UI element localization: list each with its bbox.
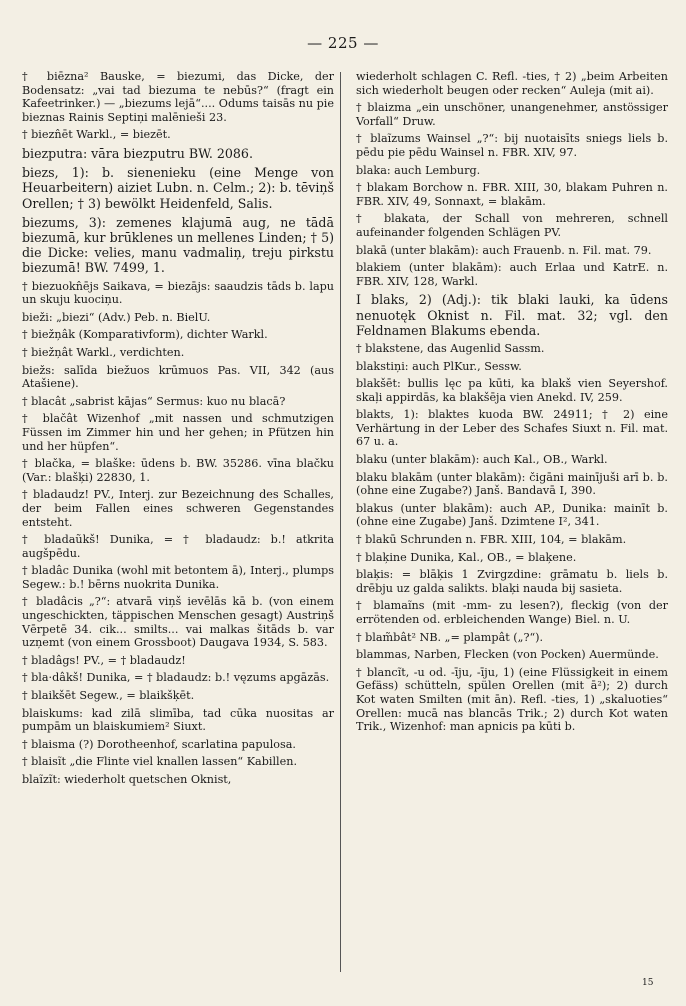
- dictionary-entry: [22, 533, 334, 560]
- dictionary-entry: [356, 212, 668, 239]
- entry-text: blammas, Narben, Flecken (von Pocken) Auermünde.: [356, 648, 659, 662]
- dictionary-entry: [22, 328, 334, 342]
- entry-text: blaka: auch Lemburg.: [356, 163, 481, 177]
- entry-text: I blaks, 2) (Adj.): tik blaki lauki, ka ūdens nenuotęk Oknist n. Fil. mat. 32; vgl. den Feldnamen Blakums ebenda.: [356, 292, 668, 338]
- entry-text: † biēzna² Bauske, = biezumi, das Dicke, der Bodensatz: „vai tad biezuma te nebūs?“ (fragt ein Kafeetrinker.) — „biezums lejā“.... Odums taisās nu pie bieznas Rainis Septiņi malēnieši 23.: [22, 70, 334, 124]
- dictionary-entry: [356, 631, 668, 645]
- entry-text: † blamaĩns (mit -mm- zu lesen?), fleckig (von der errötenden od. erbleichenden Wange) Biel. n. U.: [356, 599, 668, 627]
- dictionary-entry: [22, 564, 334, 591]
- signature-mark: 15: [642, 978, 654, 988]
- entry-text: † blaizma „ein unschöner, unangenehmer, anstössiger Vorfall“ Druw.: [356, 101, 668, 128]
- dictionary-entry: [22, 738, 334, 752]
- dictionary-entry: [22, 755, 334, 769]
- entry-text: blakiem (unter blakām): auch Erlaa und KatrE. n. FBR. XIV, 128, Warkl.: [356, 261, 668, 288]
- dictionary-entry: [356, 533, 668, 547]
- entry-text: blaiskums: kad zilā slimība, tad cūka nuositas ar pumpām un blaiskumiem² Siuxt.: [22, 706, 334, 734]
- entry-text: biezums, 3): zemenes klajumā aug, ne tādā biezumā, kur brūklenes un mellenes Linden; † 5) die Dicke: velies, manu vadmaliņ, treju pirkstu biezumā! BW. 7499, 1.: [22, 214, 334, 276]
- entry-text: blaku blakām (unter blakām): čigāni mainījuši arī b. b. (ohne eine Zugabe?) Janš. Bandavā I, 390.: [356, 470, 668, 498]
- entry-text: † blaķine Dunika, Kal., OB., = blaķene.: [356, 550, 577, 564]
- dictionary-entry: [356, 599, 668, 626]
- dictionary-entry: [356, 360, 668, 374]
- dictionary-entry: [22, 346, 334, 360]
- dictionary-entry: [22, 70, 334, 124]
- entry-text: † blakstene, das Augenlid Sassm.: [356, 341, 545, 355]
- dictionary-entry: [22, 146, 334, 161]
- entry-text: † blačka, = blaške: ūdens b. BW. 35286. vīna blačku (Var.: blašķi) 22830, 1.: [22, 457, 334, 484]
- dictionary-entry: [22, 364, 334, 391]
- entry-text: † bladâcis „?“: atvarā viņš ievēlās kā b. (von einem ungeschickten, täppischen Menschen gesagt) Austriņš Vērpetē 34. cik... smilts... vai malkas šitāds b. var uzņemt (von einem Grossboot) Daugava 1934, S. 583.: [22, 595, 334, 650]
- dictionary-entry: [22, 128, 334, 142]
- dictionary-entry: [356, 342, 668, 356]
- dictionary-entry: [22, 311, 334, 325]
- entry-text: † biežņâk (Komparativform), dichter Warkl.: [22, 328, 268, 342]
- dictionary-entry: [22, 215, 334, 276]
- entry-text: † blakam Borchow n. FBR. XIII, 30, blakam Puhren n. FBR. XIV, 49, Sonnaxt, = blakām.: [356, 181, 668, 208]
- dictionary-entry: [22, 595, 334, 649]
- dictionary-entry: [22, 457, 334, 484]
- dictionary-entry: [356, 244, 668, 258]
- entry-text: † blačât Wizenhof „mit nassen und schmutzigen Füssen im Zimmer hin und her gehen; in Pfützen hin und her hüpfen“.: [22, 412, 334, 453]
- dictionary-entry: [22, 654, 334, 668]
- dictionary-entry: [356, 292, 668, 338]
- entry-text: † bladâc Dunika (wohl mit betontem ā), Interj., plumps Segew.: b.! bērns nuokrita Dunika.: [22, 564, 334, 591]
- dictionary-entry: [356, 568, 668, 595]
- entry-text: † blancĩt, -u od. -īju, -īju, 1) (eine Flüssigkeit in einem Gefäss) schütteln, spülen Orellen (mit ā²); 2) durch Kot waten Smilten (mit ān). Refl. -ties, 1) „skaluoties“ Orellen: mucā nas blancās Trik.; 2) durch Kot waten Trik., Wizenhof: man apnicis pa kūti b.: [356, 665, 668, 734]
- dictionary-entry: [22, 412, 334, 453]
- entry-text: wiederholt schlagen C. Refl. -ties, † 2) „beim Arbeiten sich wiederholt beugen oder recken“ Auleja (mit ai).: [356, 70, 668, 97]
- entry-text: blaku (unter blakām): auch Kal., OB., Warkl.: [356, 453, 608, 467]
- dictionary-entry: [356, 70, 668, 97]
- dictionary-entry: [356, 164, 668, 178]
- dictionary-entry: [356, 377, 668, 404]
- left-column: [22, 70, 334, 791]
- dictionary-entry: [22, 707, 334, 734]
- dictionary-entry: [22, 280, 334, 307]
- dictionary-entry: [356, 181, 668, 208]
- entry-text: † blakū Schrunden n. FBR. XIII, 104, = blakām.: [356, 533, 627, 547]
- page-number: — 225 —: [307, 34, 379, 52]
- column-divider: [340, 72, 341, 972]
- dictionary-entry: [356, 408, 668, 449]
- entry-text: † bla·dâkš! Dunika, = † bladaudz: b.! vęzums apgāzās.: [22, 671, 330, 685]
- entry-text: blakus (unter blakām): auch AP., Dunika: mainīt b. (ohne eine Zugabe) Janš. Dzimtene I², 341.: [356, 501, 668, 529]
- dictionary-entry: [22, 773, 334, 787]
- dictionary-entry: [22, 488, 334, 529]
- entry-text: † bladaũkš! Dunika, = † bladaudz: b.! atkrita augšpēdu.: [22, 533, 334, 560]
- dictionary-entry: [356, 666, 668, 734]
- right-column: [356, 70, 668, 738]
- dictionary-entry: [356, 261, 668, 288]
- dictionary-entry: [356, 132, 668, 159]
- entry-text: † blam̃bât² NB. „= plampât („?“).: [356, 630, 544, 644]
- entry-text: † bladaudz! PV., Interj. zur Bezeichnung des Schalles, der beim Fallen eines schweren Gegenstandes entsteht.: [22, 488, 334, 529]
- entry-text: † biezuokn̂ējs Saikava, = biezājs: saaudzis tāds b. lapu un skuju kuociņu.: [22, 279, 334, 307]
- dictionary-entry: [22, 165, 334, 211]
- entry-text: blakstiņi: auch PlKur., Sessw.: [356, 359, 522, 373]
- entry-text: biežs: salīda biežuos krūmuos Pas. VII, 342 (aus Atašiene).: [22, 363, 334, 391]
- entry-text: biezputra: vāra biezputru BW. 2086.: [22, 145, 253, 161]
- dictionary-entry: [356, 101, 668, 128]
- dictionary-entry: [356, 453, 668, 467]
- dictionary-entry: [22, 395, 334, 409]
- entry-text: † blakata, der Schall von mehreren, schnell aufeinander folgenden Schlägen PV.: [356, 212, 668, 239]
- dictionary-entry: [22, 689, 334, 703]
- entry-text: † blacât „sabrist kājas“ Sermus: kuo nu blacā?: [22, 394, 286, 408]
- entry-text: biezs, 1): b. sienenieku (eine Menge von Heuarbeitern) aiziet Lubn. n. Celm.; 2): b. tēviņš Orellen; † 3) bewölkt Heidenfeld, Salis.: [22, 165, 334, 211]
- entry-text: † blaisma (?) Dorotheenhof, scarlatina papulosa.: [22, 737, 296, 751]
- dictionary-entry: [356, 502, 668, 529]
- entry-text: † biezn̂ēt Warkl., = biezēt.: [22, 128, 171, 142]
- entry-text: † bladâgs! PV., = † bladaudz!: [22, 653, 186, 667]
- entry-text: † blaĩzums Wainsel „?“: bij nuotaisīts sniegs liels b. pēdu pie pēdu Wainsel n. FBR. XIV, 97.: [356, 132, 668, 159]
- entry-text: blaĩzĩt: wiederholt quetschen Oknist,: [22, 773, 232, 786]
- entry-text: † blaikšēt Segew., = blaikšķēt.: [22, 689, 195, 703]
- entry-text: blakā (unter blakām): auch Frauenb. n. Fil. mat. 79.: [356, 243, 652, 257]
- entry-text: bieži: „biezi“ (Adv.) Peb. n. BielU.: [22, 310, 211, 324]
- dictionary-entry: [22, 671, 334, 685]
- dictionary-entry: [356, 471, 668, 498]
- dictionary-entry: [356, 648, 668, 662]
- entry-text: blakšēt: bullis lęc pa kūti, ka blakš vien Seyershof. skaļi appirdās, ka blakšēja vien Anekd. IV, 259.: [356, 377, 668, 404]
- entry-text: blakts, 1): blaktes kuoda BW. 24911; † 2) eine Verhärtung in der Leber des Schafes Siuxt n. Fil. mat. 67 u. a.: [356, 408, 668, 449]
- entry-text: † biežņât Warkl., verdichten.: [22, 345, 185, 359]
- entry-text: † blaisĩt „die Flinte viel knallen lassen“ Kabillen.: [22, 755, 298, 769]
- entry-text: blaķis: = blāķis 1 Zvirgzdine: grāmatu b. liels b. drēbju uz galda salikts. blaķi nauda bij sasieta.: [356, 568, 668, 595]
- dictionary-entry: [356, 551, 668, 565]
